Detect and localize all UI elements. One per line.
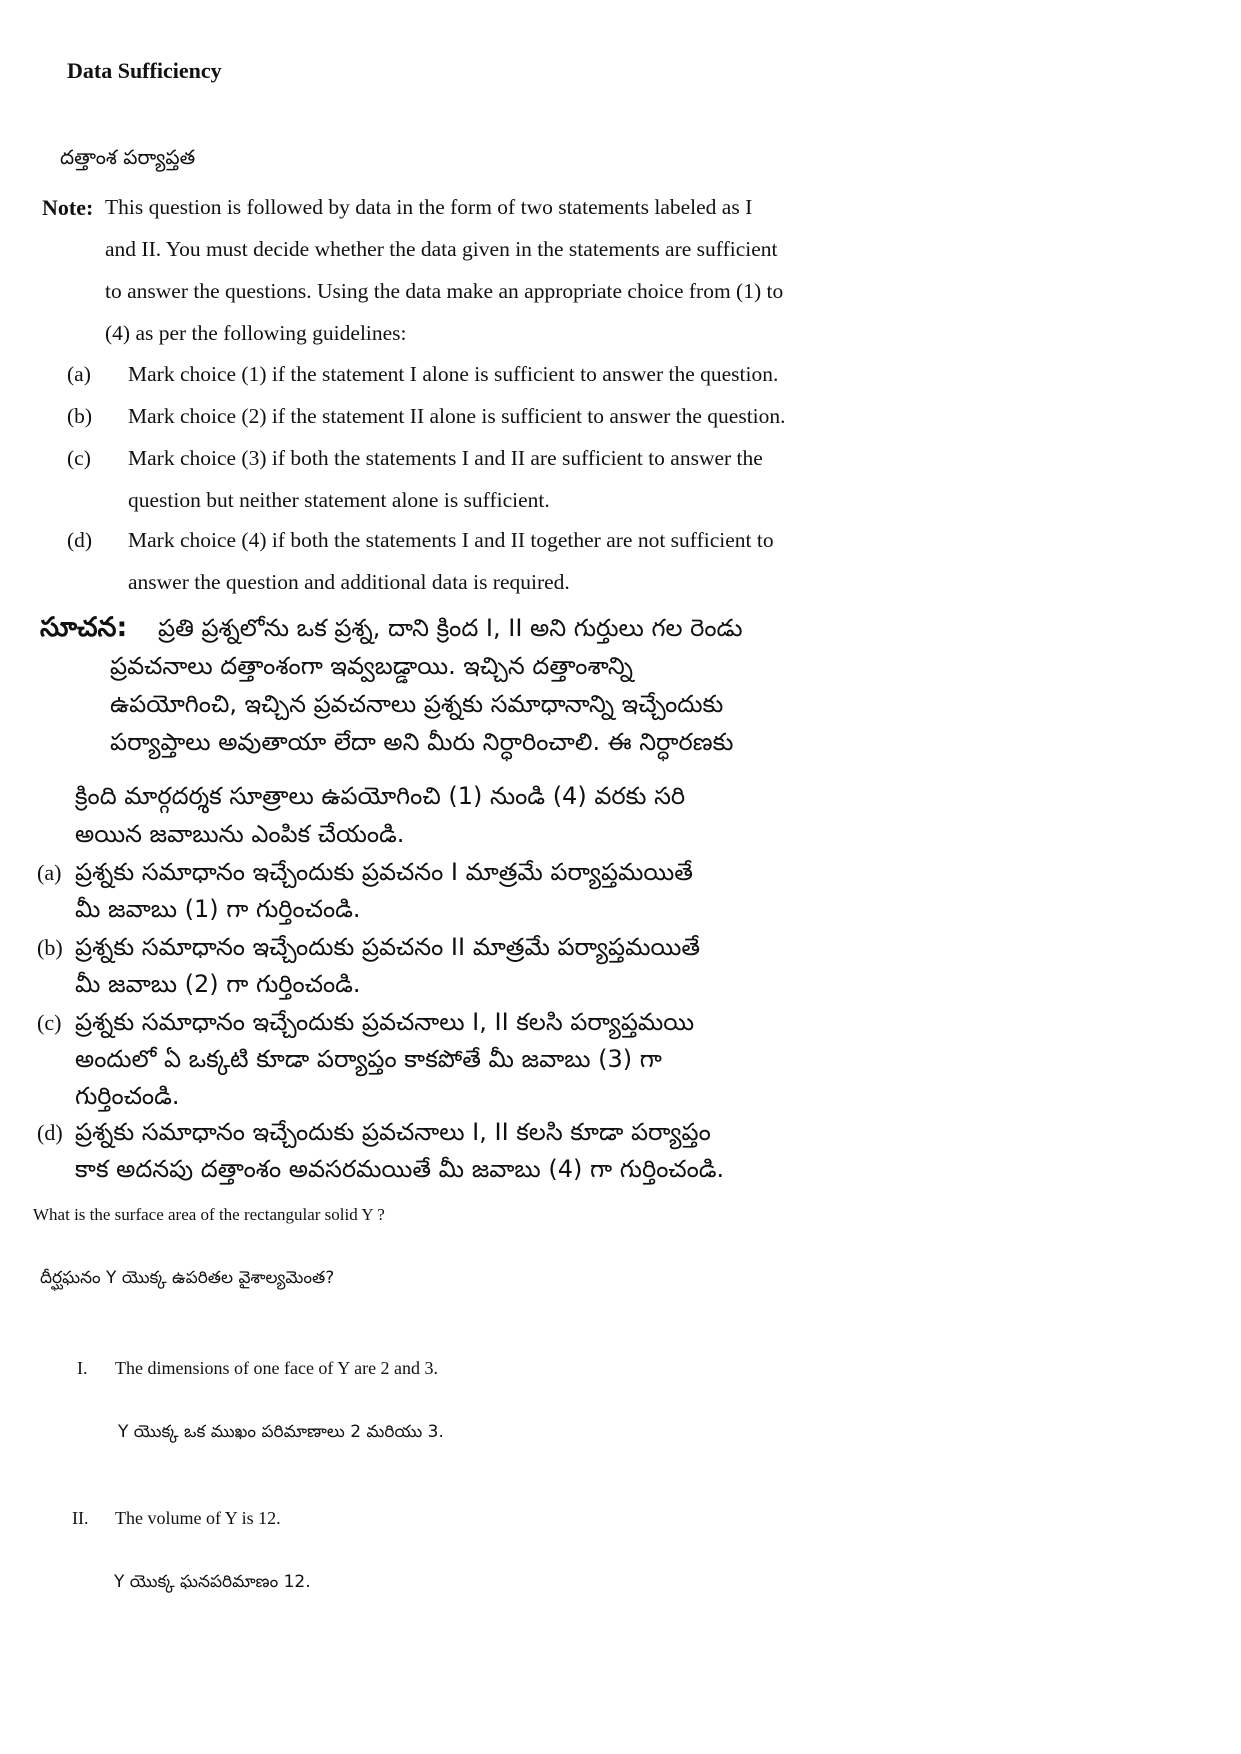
statement-text: The volume of Y is 12. xyxy=(115,1508,281,1528)
note-label-telugu: సూచన: xyxy=(40,612,128,643)
option-text-telugu: ప్రశ్నకు సమాధానం ఇచ్చేందుకు ప్రవచనాలు I, II కలసి పర్యాప్తమయి xyxy=(75,1008,695,1036)
statement-text-telugu: Y యొక్క ఘనపరిమాణం 12. xyxy=(114,1572,311,1592)
note-line: This question is followed by data in the form of two statements labeled as I xyxy=(105,195,753,219)
option-text: Mark choice (4) if both the statements I and II together are not sufficient to xyxy=(128,528,774,552)
question-text: What is the surface area of the rectangular solid Y ? xyxy=(33,1205,385,1224)
option-letter: (c) xyxy=(67,446,91,470)
option-text: Mark choice (3) if both the statements I and II are sufficient to answer the xyxy=(128,446,763,470)
note-line: and II. You must decide whether the data given in the statements are sufficient xyxy=(105,237,778,261)
option-text: question but neither statement alone is sufficient. xyxy=(128,488,550,512)
option-text-telugu: మీ జవాబు (2) గా గుర్తించండి. xyxy=(75,970,361,998)
statement-text-telugu: Y యొక్క ఒక ముఖం పరిమాణాలు 2 మరియు 3. xyxy=(118,1422,444,1442)
option-letter-telugu: (c) xyxy=(37,1010,62,1035)
statement-number: II. xyxy=(72,1508,89,1528)
option-letter: (b) xyxy=(67,404,93,428)
option-letter-telugu: (b) xyxy=(37,935,63,960)
note-line-telugu: ఉపయోగించి, ఇచ్చిన ప్రవచనాలు ప్రశ్నకు సమాధానాన్ని ఇచ్చేందుకు xyxy=(110,690,724,718)
option-text-telugu: ప్రశ్నకు సమాధానం ఇచ్చేందుకు ప్రవచనాలు I, II కలసి కూడా పర్యాప్తం xyxy=(75,1118,711,1146)
note-line-telugu: క్రింది మార్గదర్శక సూత్రాలు ఉపయోగించి (1) నుండి (4) వరకు సరి xyxy=(75,782,686,810)
note-line-telugu: అయిన జవాబును ఎంపిక చేయండి. xyxy=(75,820,405,848)
note-line: (4) as per the following guidelines: xyxy=(105,321,407,345)
option-letter-telugu: (d) xyxy=(37,1120,63,1145)
note-line-telugu: పర్యాప్తాలు అవుతాయా లేదా అని మీరు నిర్ధారించాలి. ఈ నిర్ధారణకు xyxy=(110,728,734,756)
note-label: Note: xyxy=(42,195,94,220)
option-text: Mark choice (2) if the statement II alone is sufficient to answer the question. xyxy=(128,404,786,428)
page-title: Data Sufficiency xyxy=(67,58,222,83)
option-letter-telugu: (a) xyxy=(37,860,62,885)
statement-number: I. xyxy=(77,1358,88,1378)
option-text-telugu: మీ జవాబు (1) గా గుర్తించండి. xyxy=(75,895,361,923)
statement-text: The dimensions of one face of Y are 2 and 3. xyxy=(115,1358,439,1378)
option-text-telugu: అందులో ఏ ఒక్కటి కూడా పర్యాప్తం కాకపోతే మీ జవాబు (3) గా xyxy=(75,1045,662,1073)
option-text: Mark choice (1) if the statement I alone is sufficient to answer the question. xyxy=(128,362,779,386)
note-line-telugu: ప్రతి ప్రశ్నలోను ఒక ప్రశ్న, దాని క్రింద I, II అని గుర్తులు గల రెండు xyxy=(158,614,743,642)
option-text-telugu: ప్రశ్నకు సమాధానం ఇచ్చేందుకు ప్రవచనం I మాత్రమే పర్యాప్తమయితే xyxy=(75,858,693,886)
option-letter: (a) xyxy=(67,362,91,386)
page-title-telugu: దత్తాంశ పర్యాప్తత xyxy=(60,145,196,169)
option-text-telugu: కాక అదనపు దత్తాంశం అవసరమయితే మీ జవాబు (4) గా గుర్తించండి. xyxy=(75,1155,725,1183)
question-text-telugu: దీర్ఘఘనం Y యొక్క ఉపరితల వైశాల్యమెంత? xyxy=(40,1268,335,1288)
option-text-telugu: ప్రశ్నకు సమాధానం ఇచ్చేందుకు ప్రవచనం II మాత్రమే పర్యాప్తమయితే xyxy=(75,933,701,961)
note-line-telugu: ప్రవచనాలు దత్తాంశంగా ఇవ్వబడ్డాయి. ఇచ్చిన దత్తాంశాన్ని xyxy=(110,652,633,680)
option-letter: (d) xyxy=(67,528,93,552)
note-line: to answer the questions. Using the data make an appropriate choice from (1) to xyxy=(105,279,784,303)
option-text: answer the question and additional data is required. xyxy=(128,570,570,594)
option-text-telugu: గుర్తించండి. xyxy=(75,1082,180,1110)
